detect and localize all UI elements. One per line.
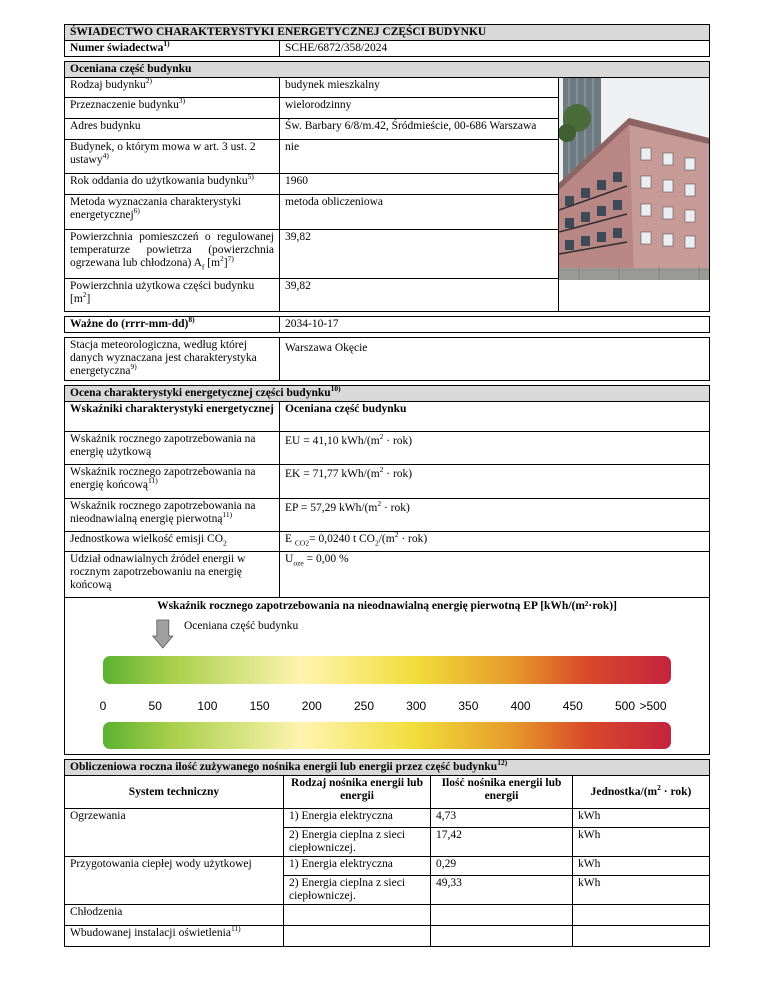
scale-tick-label: 100 [197, 699, 218, 713]
amount-cell [430, 904, 573, 926]
scale-tick-label: 500 [614, 699, 636, 713]
certificate-number-label: Numer świadectwa$^{1)}$ [64, 40, 280, 57]
carriers-section-title: Obliczeniowa roczna ilość zużywanego nośnika energii lub energii przez część budynku$^{12)}$ [64, 759, 710, 776]
valid-until-label: Ważne do (rrrr-mm-dd)$^{8)}$ [64, 316, 280, 333]
unit-cell: kWh [572, 827, 710, 857]
method-label: Metoda wyznaczania charakterystyki energetycznej$^{6)}$ [64, 194, 280, 230]
year-value: 1960 [279, 173, 559, 195]
unit-cell: kWh [572, 808, 710, 828]
building-purpose-value: wielorodzinny [279, 97, 559, 119]
building-address-value: Św. Barbary 6/8/m.42, Śródmieście, 00-686 Warszawa [279, 118, 559, 140]
scale-tick-label: 200 [301, 699, 322, 713]
carrier-cell: 2) Energia cieplna z sieci ciepłowniczej. [283, 827, 431, 857]
amount-cell: 4,73 [430, 808, 573, 828]
part-section-title: Oceniana część budynku [64, 61, 710, 78]
station-label: Stacja meteorologiczna, według której danych wyznaczana jest charakterystyka energetyczna$^{9)}$ [64, 337, 280, 381]
ep-scale-title: Wskaźnik rocznego zapotrzebowania na nieodnawialną energię pierwotną EP [kWh/(m²·rok)] [157, 600, 617, 612]
station-value: Warszawa Okęcie [279, 337, 710, 381]
ep-label: Wskaźnik rocznego zapotrzebowania na nieodnawialną energię pierwotną$^{11)}$ [64, 498, 280, 532]
carriers-col-unit: Jednostka/$(m^2 \cdot rok)$ [572, 775, 710, 809]
building-type-value: budynek mieszkalny [279, 77, 559, 98]
scale-tick-label: 300 [406, 699, 427, 713]
carrier-cell: 1) Energia elektryczna [283, 808, 431, 828]
ep-value: EP = 57,29 kWh/$(m^2 \cdot rok)$ [279, 498, 710, 532]
scale-tick-label: 0 [99, 699, 107, 713]
heated-area-value: 39,82 [279, 229, 559, 279]
certificate-number-value: SCHE/6872/358/2024 [279, 40, 710, 57]
amount-cell [430, 925, 573, 947]
carrier-cell [283, 904, 431, 926]
system-hot-water: Przygotowania ciepłej wody użytkowej [64, 856, 284, 905]
scale-tick-label: 250 [353, 699, 375, 713]
unit-cell: kWh [572, 856, 710, 876]
carrier-cell: 2) Energia cieplna z sieci ciepłowniczej. [283, 875, 431, 905]
carriers-col-amount: Ilość nośnika energii lub energii [430, 775, 573, 809]
valid-until-value: 2034-10-17 [279, 316, 710, 333]
ep-marker-arrow-icon [153, 620, 173, 648]
ep-scale-graphic [65, 618, 709, 753]
unit-cell [572, 925, 710, 947]
assessment-col2-header: Oceniana część budynku [279, 401, 710, 432]
assessment-section-title: Ocena charakterystyki energetycznej części budynku$^{10)}$ [64, 385, 710, 402]
certificate-title: ŚWIADECTWO CHARAKTERYSTYKI ENERGETYCZNEJ CZĘŚCI BUDYNKU [64, 24, 710, 41]
method-value: metoda obliczeniowa [279, 194, 559, 230]
building-photo [558, 77, 710, 312]
ep-scale-bar-top [103, 656, 671, 684]
ep-scale-bar-bottom [103, 722, 671, 749]
building-purpose-label: Przeznaczenie budynku$^{3)}$ [64, 97, 280, 119]
building-type-label: Rodzaj budynku$^{2)}$ [64, 77, 280, 98]
ek-value: EK = 71,77 kWh/$(m^2 \cdot rok)$ [279, 464, 710, 499]
usable-area-value: 39,82 [279, 278, 559, 312]
co2-value: E $_{CO2}$= 0,0240 t $CO_2/(m^2 \cdot rok)$ [279, 531, 710, 552]
carriers-col-system: System techniczny [64, 775, 284, 809]
scale-tick-label: 50 [148, 699, 162, 713]
marker-label: Oceniana część budynku [184, 620, 299, 632]
carriers-col-carrier: Rodzaj nośnika energii lub energii [283, 775, 431, 809]
eu-label: Wskaźnik rocznego zapotrzebowania na energię użytkową [64, 431, 280, 465]
scale-tick-label: 400 [510, 699, 531, 713]
system-lighting: Wbudowanej instalacji oświetlenia$^{11)}$ [64, 925, 284, 947]
unit-cell [572, 904, 710, 926]
amount-cell: 17,42 [430, 827, 573, 857]
building-address-label: Adres budynku [64, 118, 280, 140]
scale-tick-label: 350 [458, 699, 479, 713]
heated-area-label: Powierzchnia pomieszczeń o regulowanej temperaturze powietrza (powierzchnia ogrzewana lub chłodzona) $A_f$ $[m^2]^{7)}$ [64, 229, 280, 279]
scale-tick-label: 150 [249, 699, 270, 713]
assessment-col1-header: Wskaźniki charakterystyki energetycznej [64, 401, 280, 432]
unit-cell: kWh [572, 875, 710, 905]
year-label: Rok oddania do użytkowania budynku$^{5)}$ [64, 173, 280, 195]
oze-label: Udział odnawialnych źródeł energii w rocznym zapotrzebowaniu na energię końcową [64, 551, 280, 598]
ep-scale-panel [64, 597, 710, 755]
system-heating: Ogrzewania [64, 808, 284, 857]
amount-cell: 49,33 [430, 875, 573, 905]
usable-area-label: Powierzchnia użytkowa części budynku $[m^2]$ [64, 278, 280, 312]
oze-value: $U_{oze} = 0,00$ % [279, 551, 710, 598]
ek-label: Wskaźnik rocznego zapotrzebowania na energię końcową$^{11)}$ [64, 464, 280, 499]
carrier-cell: 1) Energia elektryczna [283, 856, 431, 876]
art3-value: nie [279, 139, 559, 174]
scale-tick-label: 450 [562, 699, 583, 713]
co2-label: Jednostkowa wielkość emisji $CO_2$ [64, 531, 280, 552]
art3-label: Budynek, o którym mowa w art. 3 ust. 2 ustawy$^{4)}$ [64, 139, 280, 174]
eu-value: EU = 41,10 kWh/$(m^2 \cdot rok)$ [279, 431, 710, 465]
scale-tick-label: >500 [639, 699, 667, 713]
amount-cell: 0,29 [430, 856, 573, 876]
carrier-cell [283, 925, 431, 947]
system-cooling: Chłodzenia [64, 904, 284, 926]
